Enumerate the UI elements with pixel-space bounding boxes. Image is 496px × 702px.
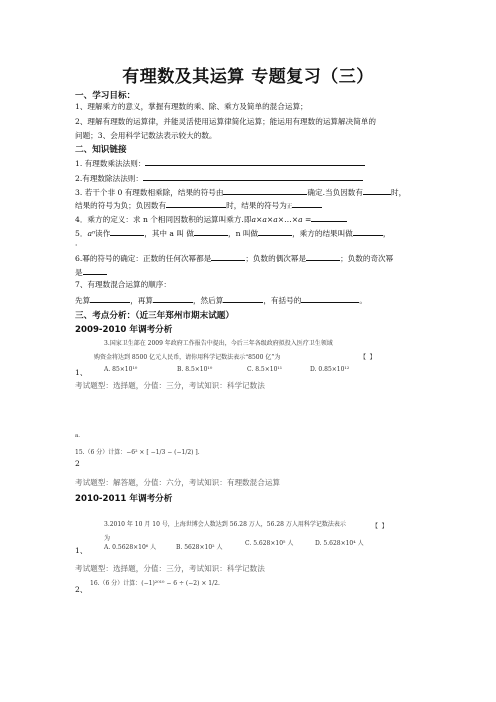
item5-text-f: ， — [382, 229, 391, 238]
knowledge-item-3 — [75, 186, 406, 198]
knowledge-item-2 — [75, 172, 363, 184]
item7-text-c: ，然后算 — [192, 296, 224, 305]
blank — [110, 227, 144, 236]
item5-num: 5． — [75, 229, 88, 238]
item5-text-d: ，n 叫做 — [227, 229, 259, 238]
blank — [153, 294, 193, 303]
knowledge-item-5-dot: ． — [75, 238, 83, 247]
blank — [258, 227, 292, 236]
item2-label: 2.有理数除法法则： — [75, 174, 143, 183]
knowledge-item-6-cont — [75, 266, 107, 278]
question-1-scan-line-2: 购资金将达到 8500 亿元人民币，请你用科学记数法表示“8500 亿”为 — [94, 354, 281, 361]
blank — [90, 294, 130, 303]
item7-text-d: ，有括号的 — [263, 296, 302, 305]
blank — [223, 186, 307, 195]
knowledge-item-4 — [75, 213, 347, 225]
blank — [145, 157, 365, 166]
knowledge-item-3-cont — [75, 199, 322, 212]
question-1-number: 1、 — [75, 368, 88, 377]
blank — [194, 227, 228, 236]
item4-text: 4．乘方的定义：求 n 个相同因数积的运算叫乘方.即 — [75, 215, 252, 224]
question-1-option-d: D. 0.85×10¹² — [310, 366, 350, 373]
item7-text-e: 。 — [359, 296, 367, 305]
item6-text-a: 6.幂的符号的确定：正数的任何次幂都是 — [75, 254, 212, 263]
item4-math: a×a×a×…×a = — [251, 215, 312, 224]
question-3-number: 1、 — [75, 546, 88, 555]
item3-note: 正 — [286, 204, 293, 210]
question-1-option-a: A. 85×10¹⁰ — [104, 366, 138, 373]
knowledge-item-7-order — [75, 294, 367, 306]
item5-text-e: ，乘方的结果叫做 — [292, 229, 353, 238]
question-1-bracket: 【 】 — [360, 354, 376, 361]
question-4-number: 2、 — [75, 585, 88, 594]
goal-line-2: 2、理解有理数的运算律，并能灵活使用运算律简化运算；能运用有理数的运算解决简单的 — [75, 117, 376, 126]
knowledge-item-5 — [75, 227, 390, 239]
page-title: 有理数及其运算 专题复习（三） — [122, 67, 374, 87]
question-2-scan: 15.（6 分）计算：−6² × [ −1/3 − (−1/2) ]. — [75, 449, 200, 456]
item5-text-c: ，其中 a 叫 做 — [144, 229, 194, 238]
question-1-info: 考试题型：选择题，分值：三分，考试知识：科学记数法 — [75, 381, 265, 390]
question-2-info: 考试题型：解答题，分值：六分，考试知识：有理数混合运算 — [75, 478, 281, 487]
item5-text-b: 读作 — [95, 229, 111, 238]
blank — [292, 199, 322, 208]
question-1-scan-line-1: 3.国家卫生部在 2009 年政府工作报告中提出，今后三年各级政府拟投入医疗卫生领域 — [104, 340, 333, 347]
question-3-scan-line-2: 为 — [104, 535, 111, 542]
item6-text-c: ；负数的奇次幂 — [340, 254, 394, 263]
question-3-option-c: C. 5.628×10⁵ 人 — [245, 540, 294, 547]
section-heading-analysis: 三、考点分析：（近三年郑州市期末试题） — [75, 311, 234, 321]
blank — [311, 213, 347, 222]
question-4-scan: 16.（6 分）计算：(−1)²⁰¹⁰ − 6 ÷ (−2) × 1/2. — [90, 580, 220, 587]
question-3-option-d: D. 5.628×10⁴ 人 — [315, 540, 364, 547]
knowledge-item-7: 7、有理数混合运算的顺序： — [75, 280, 171, 289]
question-1-option-c: C. 8.5×10¹¹ — [247, 366, 283, 373]
item5-math: aⁿ — [87, 229, 96, 238]
question-1-option-b: B. 8.5×10¹⁰ — [177, 366, 213, 373]
blank — [143, 172, 363, 181]
blank — [301, 294, 359, 303]
year-heading-2009: 2009-2010 年调考分析 — [75, 325, 173, 335]
question-3-option-b: B. 5628×10² 人 — [176, 544, 223, 551]
question-2-number: 2 — [75, 459, 80, 468]
section-heading-knowledge: 二、知识链接 — [75, 145, 127, 155]
year-heading-2010: 2010-2011 年调考分析 — [75, 494, 173, 504]
blank — [353, 227, 383, 236]
item6-text-d: 是 — [75, 268, 83, 277]
item3-text-b: 确定.当负因数有 — [307, 188, 363, 197]
question-2-mark: a. — [75, 433, 81, 439]
item3-text-c: 时， — [391, 188, 407, 197]
blank — [363, 186, 391, 195]
goal-line-3: 问题；3、会用科学记数法表示较大的数。 — [75, 131, 217, 140]
question-3-scan-line-1: 3.2010 年 10 月 10 号，上海世博会人数达到 56.28 万人，56.28 万人用科学记数法表示 — [104, 521, 346, 528]
item7-text-a: 先算 — [75, 296, 91, 305]
item1-label: 1. 有理数乘法法则： — [75, 159, 146, 168]
question-3-info: 考试题型：选择题，分值：三分，考试知识：科学记数法 — [75, 564, 265, 573]
question-3-bracket: 【 】 — [372, 523, 388, 530]
item3-text-a: 3. 若干个非 0 有理数相乘除，结果的符号由 — [75, 188, 224, 197]
blank — [306, 252, 340, 261]
item7-text-b: ，再算 — [130, 296, 153, 305]
item6-text-b: ；负数的偶次幂是 — [245, 254, 307, 263]
item3-text-e: 时，结果的符号为 — [226, 201, 287, 210]
section-heading-goals: 一、学习目标： — [75, 91, 136, 101]
knowledge-item-1 — [75, 157, 365, 169]
item3-text-d: 结果的符号为负；负因数有 — [75, 201, 167, 210]
goal-line-1: 1、理解乘方的意义，掌握有理数的乘、除、乘方及简单的混合运算； — [75, 102, 308, 111]
blank — [166, 199, 226, 208]
blank — [223, 294, 263, 303]
blank — [211, 252, 245, 261]
blank — [83, 266, 107, 275]
knowledge-item-6 — [75, 252, 393, 264]
question-3-option-a: A. 0.5628×10⁶ 人 — [104, 544, 157, 551]
